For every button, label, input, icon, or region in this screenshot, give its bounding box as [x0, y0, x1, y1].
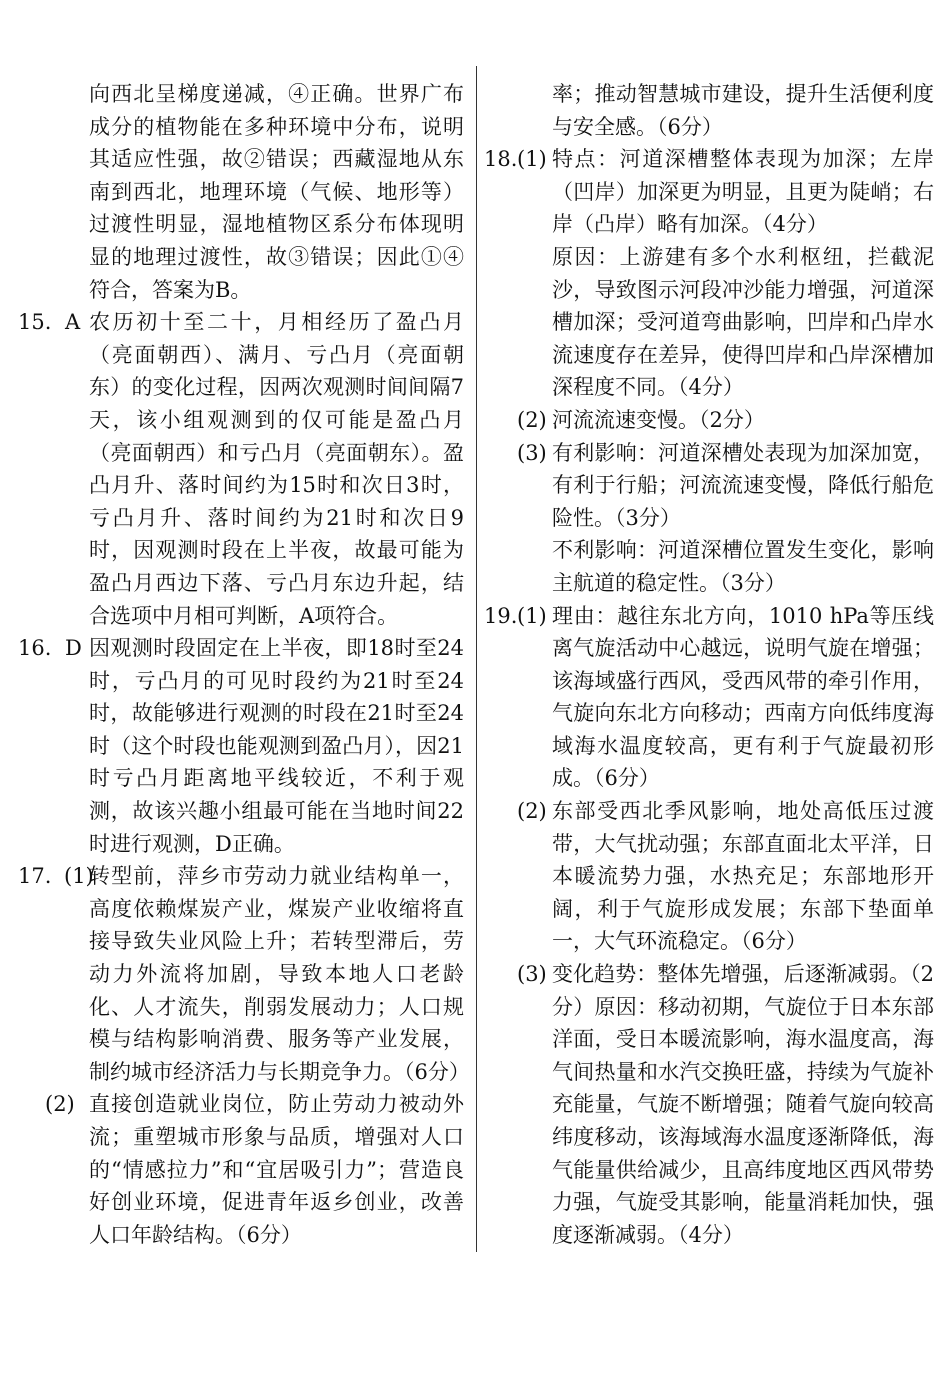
question-number: 18. [484, 147, 518, 172]
sub-answer-18-1 [488, 143, 934, 404]
answer-15 [18, 306, 464, 632]
sub-answer-18-3 [488, 437, 934, 600]
answer-text: 率；推动智慧城市建设，提升生活便利度与安全感。（6分） [552, 82, 934, 139]
sub-mark: (1) [517, 603, 547, 628]
sub-answer-17-2 [18, 1088, 464, 1251]
sub-mark: (3) [517, 962, 547, 987]
answer-text: 不利影响：河道深槽位置发生变化，影响主航道的稳定性。（3分） [552, 538, 934, 595]
answer-text: 特点：河道深槽整体表现为加深；左岸（凹岸）加深更为明显，且更为陡峭；右岸（凸岸）略有加深。（4分） [552, 147, 934, 237]
answer-18 [484, 143, 934, 599]
sub-mark: (1) [517, 147, 547, 172]
sub-answer-19-1 [488, 600, 934, 796]
answer-text: 直接创造就业岗位，防止劳动力被动外流；重塑城市形象与品质，增强对人口的“情感拉力”和“宜居吸引力”；营造良好创业环境，促进青年返乡创业，改善人口年龄结构。（6分） [89, 1092, 464, 1247]
answer-16 [18, 632, 464, 860]
sub-mark: (1) [64, 864, 94, 889]
answer-text: 河流流速变慢。（2分） [552, 407, 765, 432]
sub-answer-17-1 [18, 860, 470, 1088]
left-column [18, 78, 470, 1251]
answer-text: 转型前，萍乡市劳动力就业结构单一，高度依赖煤炭产业，煤炭产业收缩将直接导致失业风险上升；若转型滞后，劳动力外流将加剧，导致本地人口老龄化、人才流失，削弱发展动力；人口规模与结构影响消费、服务等产业发展，制约城市经济活力与长期竞争力。（6分） [89, 864, 470, 1084]
answer-text: 因观测时段固定在上半夜，即18时至24时，亏凸月的可见时段约为21时至24时，故能够进行观测的时段在21时至24时（这个时段也能观测到盈凸月），因21时亏凸月距离地平线较近，不利于观测，故该兴趣小组最可能在当地时间22时进行观测，D正确。 [89, 636, 464, 856]
answer-text: 农历初十至二十，月相经历了盈凸月（亮面朝西）、满月、亏凸月（亮面朝东）的变化过程，因两次观测时间间隔7天，该小组观测到的仅可能是盈凸月（亮面朝西）和亏凸月（亮面朝东）。盈凸月升、落时间约为15时和次日3时，亏凸月升、落时间约为21时和次日9时，因观测时段在上半夜，故最可能为盈凸月西边下落、亏凸月东边升起，结合选项中月相可判断，A项符合。 [89, 310, 464, 628]
choice-letter: A [65, 310, 81, 335]
sub-answer-18-2 [488, 404, 934, 437]
sub-mark: (2) [517, 407, 547, 432]
sub-answer-19-3 [488, 958, 934, 1251]
sub-mark: (3) [517, 440, 547, 465]
answer-text: 向西北呈梯度递减，④正确。世界广布成分的植物能在多种环境中分布，说明其适应性强，故②错误；西藏湿地从东南到西北，地理环境（气候、地形等）过渡性明显，湿地植物区系分布体现明显的地理过渡性，故③错误；因此①④符合，答案为B。 [89, 82, 464, 302]
answer-17 [18, 860, 470, 1251]
answer-17-continuation [488, 78, 934, 143]
question-number: 19. [484, 603, 518, 628]
question-number: 17. [18, 864, 52, 889]
answer-text: 有利影响：河道深槽处表现为加深加宽，有利于行船；河流流速变慢，降低行船危险性。（3分） [552, 440, 934, 530]
answer-text: 变化趋势：整体先增强，后逐渐减弱。（2分）原因：移动初期，气旋位于日本东部洋面，受日本暖流影响，海水温度高，海气间热量和水汽交换旺盛，持续为气旋补充能量，气旋不断增强；随着气旋向较高纬度移动，该海域海水温度逐渐降低，海气能量供给减少，且高纬度地区西风带势力强，气旋受其影响，能量消耗加快，强度逐渐减弱。（4分） [552, 962, 934, 1247]
answer-14-continuation [18, 78, 464, 306]
answer-text: 理由：越往东北方向，1010 hPa等压线离气旋活动中心越远，说明气旋在增强；该海域盛行西风，受西风带的牵引作用，气旋向东北方向移动；西南方向低纬度海域海水温度较高，更有利于气旋最初形成。（6分） [552, 603, 934, 791]
question-number: 16. [18, 636, 52, 661]
sub-mark: (2) [517, 799, 547, 824]
right-column [484, 78, 934, 1251]
answer-text: 东部受西北季风影响，地处高低压过渡带，大气扰动强；东部直面北太平洋，日本暖流势力强，水热充足；东部地形开阔，利于气旋形成发展；东部下垫面单一，大气环流稳定。（6分） [552, 799, 934, 954]
sub-mark: (2) [45, 1092, 75, 1117]
sub-answer-19-2 [488, 795, 934, 958]
column-divider [476, 66, 477, 1252]
answer-text: 原因：上游建有多个水利枢纽，拦截泥沙，导致图示河段冲沙能力增强，河道深槽加深；受河道弯曲影响，凹岸和凸岸水流速度存在差异，使得凹岸和凸岸深槽加深程度不同。（4分） [552, 244, 934, 400]
answer-19 [484, 600, 934, 1252]
question-number: 15. [18, 310, 52, 335]
choice-letter: D [65, 636, 82, 661]
